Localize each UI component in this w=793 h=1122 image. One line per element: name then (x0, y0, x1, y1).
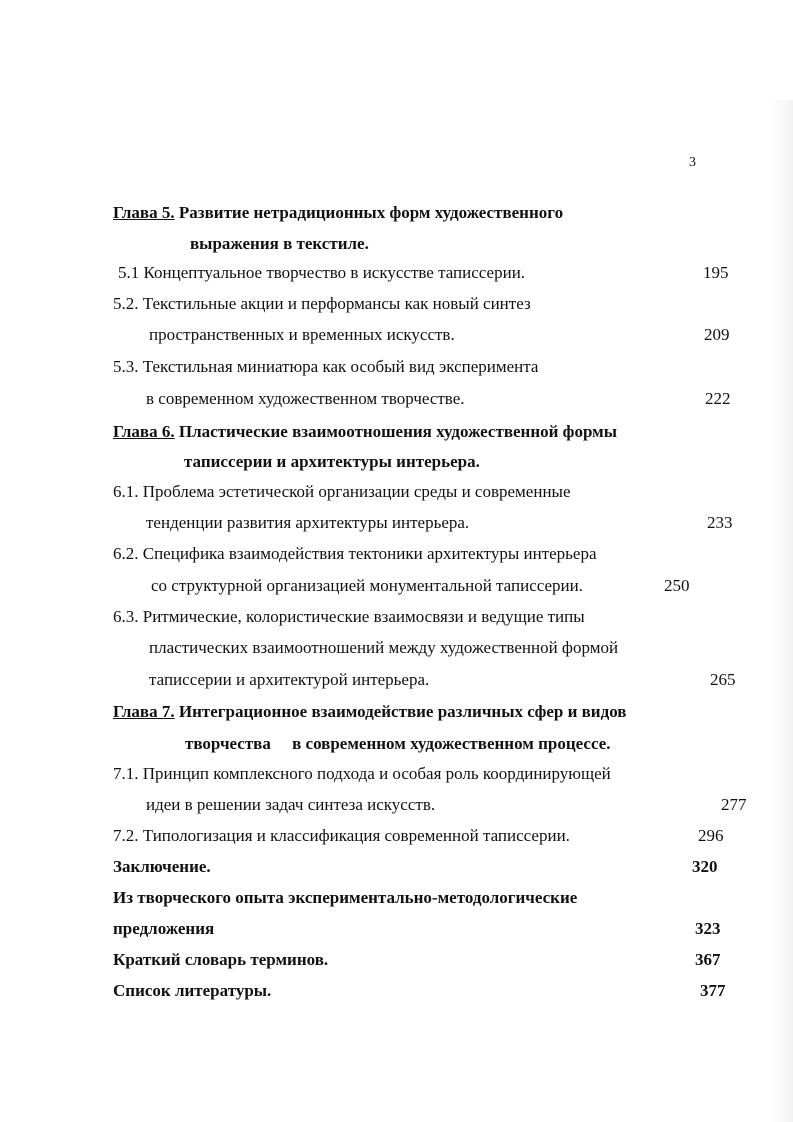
chapter-6-title-line1: Пластические взаимоотношения художественной формы (178, 422, 617, 441)
toc-entry-6-1-cont: тенденции развития архитектуры интерьера. (146, 513, 470, 532)
toc-page-conclusion: 320 (692, 857, 718, 876)
chapter-5-title-line2: выражения в текстиле. (190, 234, 369, 253)
toc-entry-5-3-cont: в современном художественном творчестве. (146, 389, 465, 408)
toc-page-7-2: 296 (698, 826, 724, 845)
toc-entry-6-2: 6.2. Специфика взаимодействия тектоники архитектуры интерьера (113, 544, 597, 563)
chapter-5-label: Глава 5. (113, 203, 175, 222)
toc-entry-5-1: 5.1 Концептуальное творчество в искусстве таписсерии. (118, 263, 526, 282)
toc-page-glossary: 367 (695, 950, 721, 969)
toc-entry-5-2: 5.2. Текстильные акции и перформансы как новый синтез (113, 294, 531, 313)
toc-page-6-1: 233 (707, 513, 733, 532)
toc-page-5-3: 222 (705, 389, 731, 408)
toc-entry-7-1-cont: идеи в решении задач синтеза искусств. (146, 795, 436, 814)
toc-entry-7-1: 7.1. Принцип комплексного подхода и особая роль координирующей (113, 764, 611, 783)
toc-entry-5-2-cont: пространственных и временных искусств. (149, 325, 455, 344)
chapter-6-heading (113, 421, 617, 443)
chapter-6-label: Глава 6. (113, 422, 175, 441)
toc-page-6-2: 250 (664, 576, 690, 595)
toc-entry-6-3-cont: пластических взаимоотношений между художественной формой (149, 638, 619, 657)
toc-page-5-2: 209 (704, 325, 730, 344)
scan-edge-shadow (771, 100, 793, 1122)
toc-practice-proposals-cont: предложения (113, 919, 215, 938)
toc-entry-6-3: 6.3. Ритмические, колористические взаимосвязи и ведущие типы (113, 607, 585, 626)
chapter-7-heading (113, 701, 626, 723)
chapter-7-title-line2: творчества в современном художественном процессе. (185, 734, 611, 753)
chapter-7-label: Глава 7. (113, 702, 175, 721)
page-number: 3 (689, 155, 696, 170)
chapter-7-title-line1: Интеграционное взаимодействие различных сфер и видов (178, 702, 627, 721)
chapter-5-title-line1: Развитие нетрадиционных форм художественного (178, 203, 564, 222)
toc-page-5-1: 195 (703, 263, 729, 282)
toc-bibliography: Список литературы. (113, 981, 272, 1000)
toc-entry-7-2: 7.2. Типологизация и классификация современной таписсерии. (113, 826, 570, 845)
chapter-5-heading (113, 202, 563, 224)
chapter-6-title-line2: таписсерии и архитектуры интерьера. (184, 452, 480, 471)
toc-entry-6-1: 6.1. Проблема эстетической организации среды и современные (113, 482, 571, 501)
toc-page-practice-proposals: 323 (695, 919, 721, 938)
toc-glossary: Краткий словарь терминов. (113, 950, 329, 969)
toc-practice-proposals: Из творческого опыта экспериментально-методологические (113, 888, 578, 907)
toc-conclusion: Заключение. (113, 857, 211, 876)
toc-entry-6-2-cont: со структурной организацией монументальной таписсерии. (151, 576, 583, 595)
toc-page-6-3: 265 (710, 670, 736, 689)
toc-page-7-1: 277 (721, 795, 747, 814)
toc-entry-6-3-cont2: таписсерии и архитектурой интерьера. (149, 670, 430, 689)
toc-page-bibliography: 377 (700, 981, 726, 1000)
toc-entry-5-3: 5.3. Текстильная миниатюра как особый вид эксперимента (113, 357, 539, 376)
